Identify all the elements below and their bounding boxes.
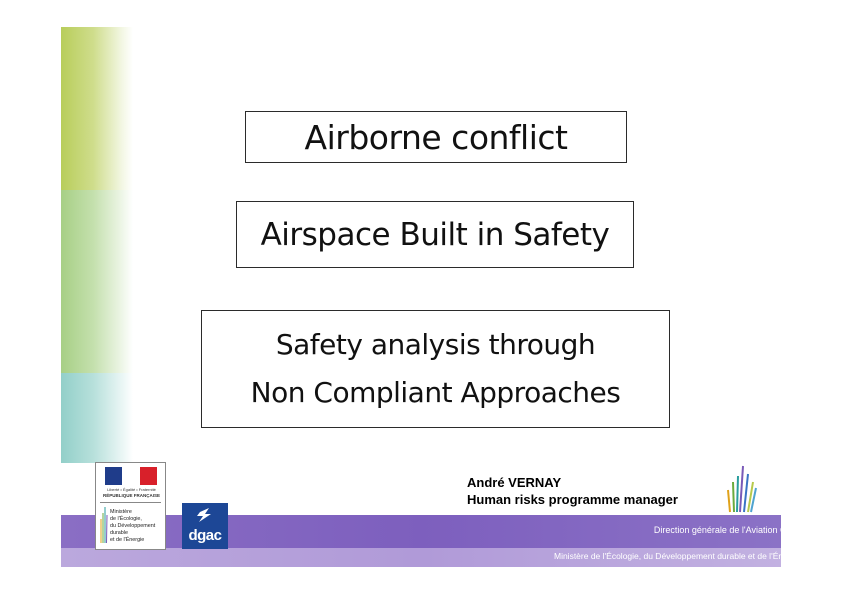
title-box-safety-analysis [201,310,670,428]
decorative-band-green [61,190,133,373]
author-name: André VERNAY [467,475,562,490]
dgac-logo [182,503,228,549]
title-box-airspace-built-in-safety [236,201,634,268]
footer-ministry-text: Ministère de l'Écologie, du Développement durable et de l'Énergie [553,551,802,561]
ministry-motto: Liberté • Égalité • Fraternité [107,487,156,492]
decorative-band-yellow-green [61,27,133,190]
marianne-flag-icon [105,467,157,485]
title-box-airborne-conflict [245,111,627,163]
ministry-name: Ministère de l'Écologie, du Développement durable et de l'Énergie [110,509,156,543]
title-airspace-built-in-safety: Airspace Built in Safety [260,216,610,253]
dgac-text: dgac [188,527,222,544]
title-safety-analysis-line-1: Safety analysis through [275,328,596,361]
logo-divider [100,502,161,503]
ministry-logo [95,462,166,550]
author-role: Human risks programme manager [467,492,678,507]
decorative-band-teal [61,373,133,463]
footer-dgac-text: Direction générale de l'Aviation Civile [653,525,802,535]
ministry-stripes-icon [100,507,108,545]
author-block [467,474,678,508]
title-safety-analysis-line-2: Non Compliant Approaches [250,376,621,409]
title-airborne-conflict: Airborne conflict [304,117,568,157]
ministry-republic: RÉPUBLIQUE FRANÇAISE [102,493,160,498]
decorative-strokes-icon [722,460,772,516]
